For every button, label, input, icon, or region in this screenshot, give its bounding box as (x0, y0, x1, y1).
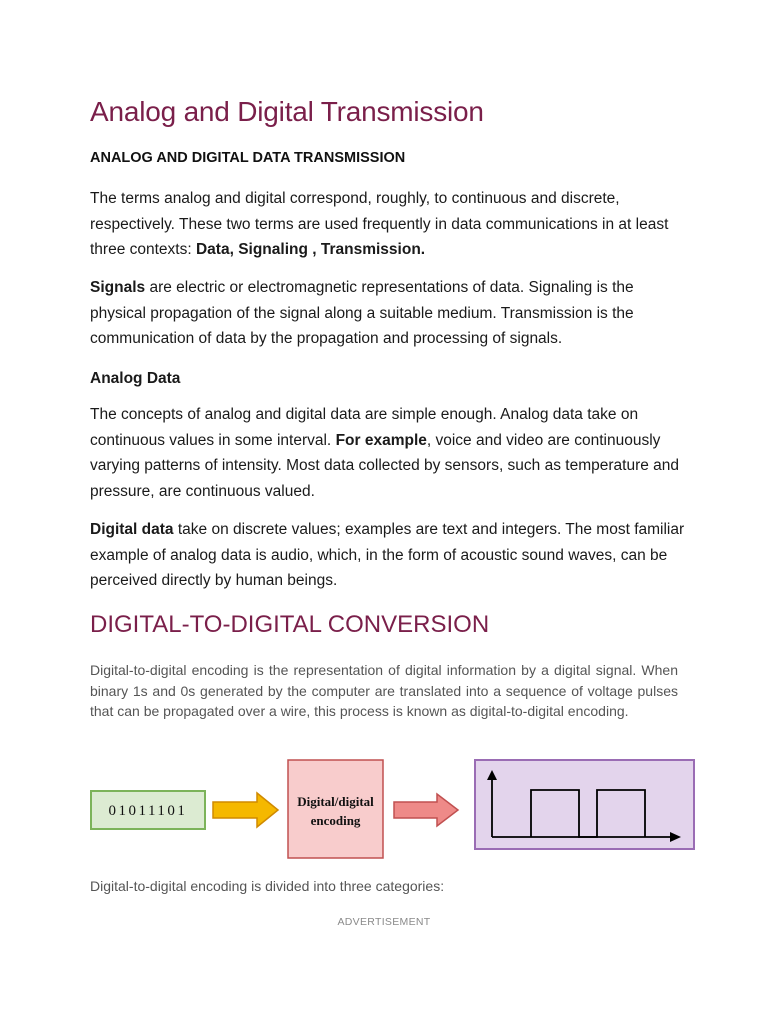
categories-paragraph: Digital-to-digital encoding is divided into three categories: (90, 878, 445, 894)
digital-data-paragraph (90, 517, 690, 594)
right-arrow-icon (213, 793, 278, 827)
contexts-bold: Data, Signaling , Transmission. (195, 241, 426, 258)
section-heading-d2d: DIGITAL-TO-DIGITAL CONVERSION (90, 611, 490, 638)
digital-data-text: take on discrete values; examples are text and integers. The most familiar example of analog data is audio, which, in the form of acoustic sound waves, can be perceived directly by human beings. (90, 521, 685, 589)
encoder-label-line1: Digital/digital (297, 794, 374, 809)
encoder-box (288, 760, 383, 858)
d2d-paragraph: Digital-to-digital encoding is the representation of digital information by a digital signal. When binary 1s and 0s generated by the computer are translated into a sequence of voltage pulses that can be propagated over a wire, this process is known as digital-to-digital encoding. (90, 662, 678, 719)
digital-signal-graph (475, 760, 694, 849)
signals-text: are electric or electromagnetic representations of data. Signaling is the physical propagation of the signal along a suitable medium. Transmission is the communication of data by the propagation and processing of signals. (90, 279, 634, 347)
binary-digits: 01011101 (108, 803, 188, 819)
encoding-diagram (0, 750, 768, 860)
encoder-label-line2: encoding (310, 813, 361, 828)
intro-text: The terms analog and digital correspond, roughly, to continuous and discrete, respectively. These two terms are used frequently in data communications in at least three contexts: (90, 190, 669, 258)
analog-paragraph (90, 402, 690, 504)
analog-text-2: , voice and video are continuously varying patterns of intensity. Most data collected by sensors, such as temperature and pressure, are continuous valued. (90, 431, 680, 500)
right-arrow-icon (394, 794, 458, 826)
advertisement-label: ADVERTISEMENT (337, 916, 431, 928)
page-title: Analog and Digital Transmission (90, 96, 484, 127)
signals-paragraph (90, 275, 690, 352)
analog-text-1: The concepts of analog and digital data are simple enough. Analog data take on continuous values in some interval. (90, 406, 639, 449)
signals-bold: Signals (90, 279, 146, 296)
intro-paragraph (90, 186, 690, 263)
binary-input-box (91, 791, 205, 829)
for-example-bold: For example (335, 431, 427, 449)
analog-data-heading: Analog Data (90, 370, 181, 387)
digital-data-bold: Digital data (90, 521, 174, 538)
section-heading-analog-digital: ANALOG AND DIGITAL DATA TRANSMISSION (90, 150, 406, 166)
